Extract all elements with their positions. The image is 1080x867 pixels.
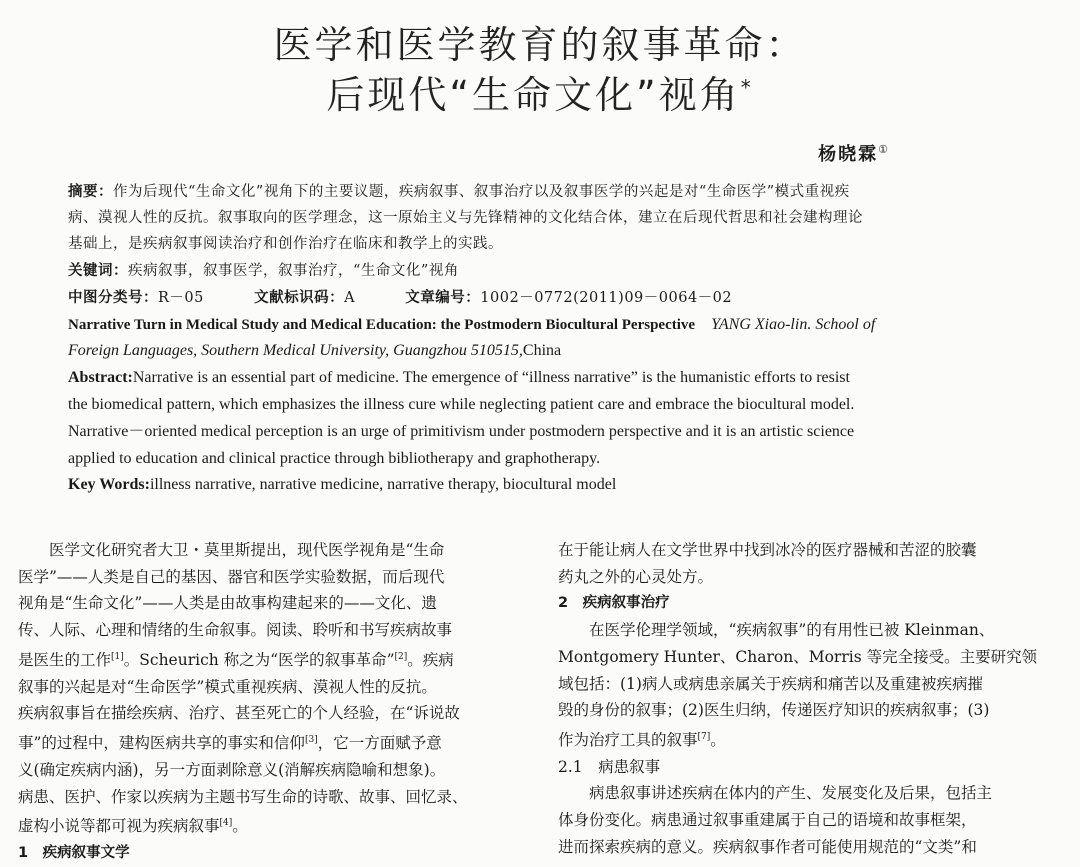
body-left-column <box>18 537 518 867</box>
abstract-en-line4: applied to education and clinical practice through bibliotherapy and graphotherapy. <box>68 450 601 467</box>
paper-title-line2: 后现代“生命文化”视角* <box>326 73 754 117</box>
paragraph-line: 在医学伦理学领域，“疾病叙事”的有用性已被 Kleinman、 <box>589 621 995 640</box>
paragraph-line: 视角是“生命文化”——人类是由故事构建起来的——文化、遗 <box>18 594 437 613</box>
paragraph-line: 义(确定疾病内涵)，另一方面剥除意义(消解疾病隐喻和想象)。 <box>18 760 446 779</box>
paragraph-line: 域包括：(1)病人或病患亲属关于疾病和痛苦以及重建被疾病摧 <box>558 674 983 693</box>
abstract-en-line1: Abstract:Narrative is an essential part of medicine. The emergence of “illness narrative” is the humanistic efforts to resist <box>68 369 850 386</box>
author-footnote-mark: ① <box>878 143 890 156</box>
english-affiliation: Foreign Languages, Southern Medical University, Guangzhou 510515,China <box>68 342 562 359</box>
abstract-en-line3: Narrative－oriented medical perception is an urge of primitivism under postmodern perspective and it is an artistic science <box>68 423 855 440</box>
abstract-en-line2: the biomedical pattern, which emphasizes the illness cure while neglecting patient care and embrace the biocultural model. <box>68 396 855 413</box>
paragraph-line: 病患、医护、作家以疾病为主题书写生命的诗歌、故事、回忆录、 <box>18 787 468 806</box>
citation-ref: [1] <box>111 651 124 662</box>
paragraph-line: 进而探索疾病的意义。疾病叙事作者可能使用规范的“文类”和 <box>558 837 977 856</box>
paragraph-line: 事”的过程中，建构医病共享的事实和信仰[3]，它一方面赋予意 <box>18 734 442 753</box>
paragraph-line: 病患叙事讲述疾病在体内的产生、发展变化及后果，包括主 <box>589 784 993 803</box>
citation-ref: [7] <box>697 731 711 742</box>
paragraph-line: 疾病叙事旨在描绘疾病、治疗、甚至死亡的个人经验，在“诉说故 <box>18 704 460 723</box>
citation-ref: [3] <box>304 735 318 746</box>
paragraph-line: 体身份变化。病患通过叙事重建属于自己的语境和故事框架， <box>558 811 977 830</box>
abstract-cn-line2: 病、漠视人性的反抗。叙事取向的医学理念，这一原始主义与先锋精神的文化结合体，建立在后现代哲思和社会建构理论 <box>68 210 863 226</box>
title-footnote-mark: * <box>740 75 754 100</box>
section-heading-2: 2 疾病叙事治疗 <box>558 595 670 612</box>
paragraph-line: 在于能让病人在文学世界中找到冰冷的医疗器械和苦涩的胶囊 <box>558 541 977 559</box>
section-heading-2-1: 2.1 病患叙事 <box>558 757 661 776</box>
paragraph-line: 医学文化研究者大卫・莫里斯提出，现代医学视角是“生命 <box>49 541 445 559</box>
body-right-column <box>558 537 1068 861</box>
paragraph-line: 毁的身份的叙事；(2)医生归纳，传递医疗知识的疾病叙事；(3) <box>558 701 990 720</box>
paragraph-line: Montgomery Hunter、Charon、Morris 等完全接受。主要研究领 <box>558 647 1038 666</box>
citation-ref: [4] <box>219 818 233 829</box>
english-title: Narrative Turn in Medical Study and Medical Education: the Postmodern Biocultural Perspective YANG Xiao-lin. School of <box>68 316 876 333</box>
paragraph-line: 药丸之外的心灵处方。 <box>558 567 714 586</box>
citation-ref: [2] <box>394 651 408 662</box>
section-heading-1: 1 疾病叙事文学 <box>18 845 130 862</box>
paper-title-line1: 医学和医学教育的叙事革命： <box>273 23 807 67</box>
keywords-cn: 关键词：疾病叙事，叙事医学，叙事治疗，“生命文化”视角 <box>68 262 459 279</box>
paragraph-line: 医学”——人类是自己的基因、器官和医学实验数据，而后现代 <box>18 567 445 586</box>
paragraph-line: 是医生的工作[1]。Scheurich 称之为“医学的叙事革命”[2]。疾病 <box>18 650 454 669</box>
abstract-cn-line3: 基础上，是疾病叙事阅读治疗和创作治疗在临床和教学上的实践。 <box>68 236 503 252</box>
paragraph-line: 叙事的兴起是对“生命医学”模式重视疾病、漠视人性的反抗。 <box>18 677 437 696</box>
classification-line: 中图分类号：R－05 文献标识码：A 文章编号：1002－0772(2011)09－0064－02 <box>68 289 733 306</box>
paragraph-line: 作为治疗工具的叙事[7]。 <box>558 731 726 750</box>
keywords-en: Key Words:illness narrative, narrative medicine, narrative therapy, biocultural model <box>68 476 617 493</box>
author: 杨晓霖① <box>818 143 890 165</box>
abstract-cn-line1: 摘要：作为后现代“生命文化”视角下的主要议题，疾病叙事、叙事治疗以及叙事医学的兴起是对“生命医学”模式重视疾 <box>68 183 850 200</box>
paragraph-line: 虚构小说等都可视为疾病叙事[4]。 <box>18 817 248 836</box>
paragraph-line: 传、人际、心理和情绪的生命叙事。阅读、聆听和书写疾病故事 <box>18 621 453 640</box>
